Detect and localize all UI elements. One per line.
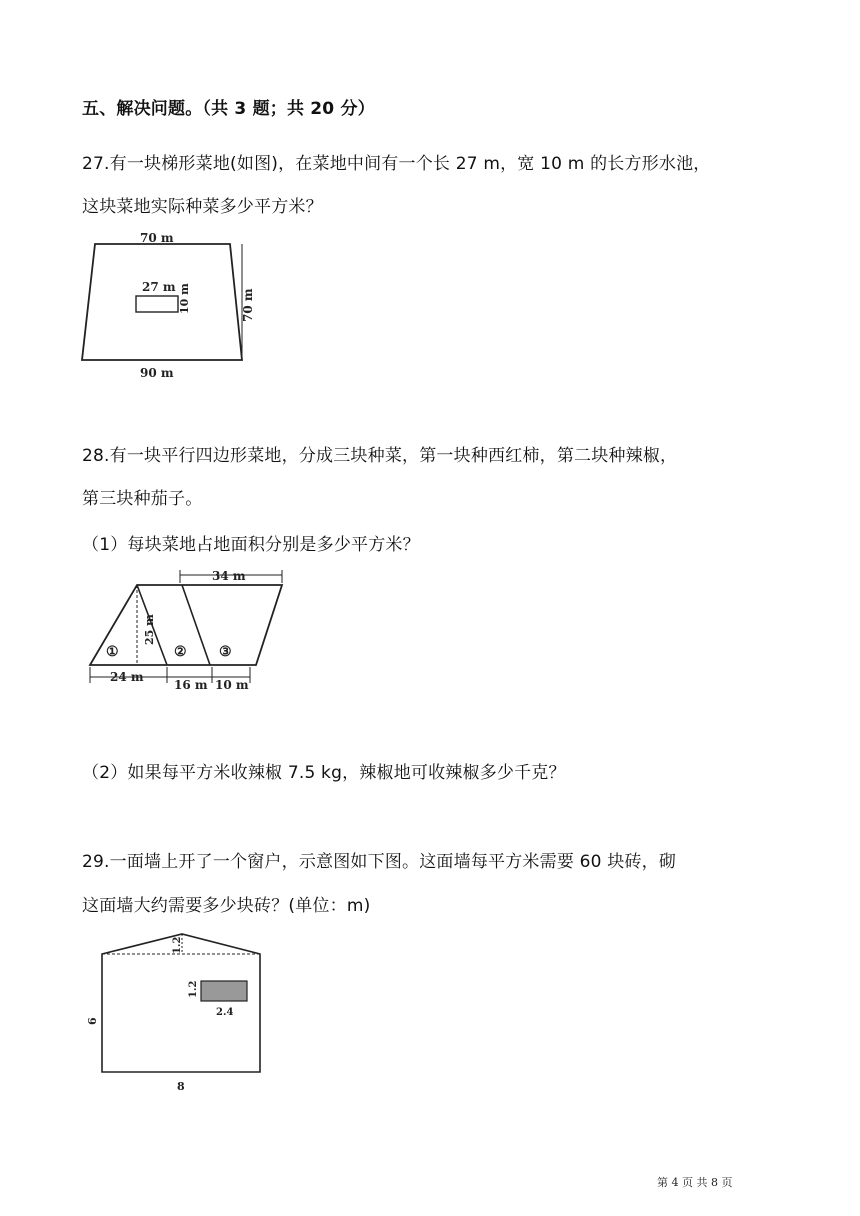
q27-text-line1: 27.有一块梯形菜地(如图)，在菜地中间有一个长 27 m，宽 10 m 的长方形水池， [82, 154, 711, 174]
trapezoid-top-label: 70 m [140, 231, 174, 245]
q29-text-line1: 29.一面墙上开了一个窗户，示意图如下图。这面墙每平方米需要 60 块砖，砌 [82, 852, 677, 872]
pool-width-label: 10 m [178, 283, 191, 314]
parallelogram-top-label: 34 m [212, 569, 246, 583]
q28-text-line1: 28.有一块平行四边形菜地，分成三块种菜，第一块种西红柿，第二块种辣椒， [82, 446, 678, 466]
q28-part1: （1）每块菜地占地面积分别是多少平方米？ [82, 535, 420, 555]
trapezoid-figure [80, 230, 255, 385]
wall-width-label: 8 [177, 1080, 185, 1093]
wall-figure [80, 928, 280, 1098]
region-3-label: ③ [219, 644, 232, 660]
window-width-label: 2.4 [216, 1007, 234, 1018]
q28-part2: （2）如果每平方米收辣椒 7.5 kg，辣椒地可收辣椒多少千克？ [82, 763, 566, 783]
q27-text-line2: 这块菜地实际种菜多少平方米？ [82, 197, 323, 217]
region-1-label: ① [106, 644, 119, 660]
wall-height-label: 6 [86, 1017, 99, 1025]
q28-text-line2: 第三块种茄子。 [82, 489, 203, 509]
page-footer: 第 4 页 共 8 页 [657, 1176, 733, 1189]
region-2-label: ② [174, 644, 187, 660]
window-height-label: 1.2 [188, 980, 199, 998]
base-3-label: 10 m [215, 678, 249, 692]
q29-text-line2: 这面墙大约需要多少块砖？(单位：m) [82, 896, 371, 916]
section-title: 五、解决问题。（共 3 题；共 20 分） [82, 99, 375, 119]
base-2-label: 16 m [174, 678, 208, 692]
parallelogram-figure [82, 567, 292, 697]
trapezoid-bottom-label: 90 m [140, 366, 174, 380]
gable-height-label: 1.2 [172, 936, 183, 954]
base-1-label: 24 m [110, 670, 144, 684]
pool-length-label: 27 m [142, 280, 176, 294]
parallelogram-height-label: 25 m [143, 614, 156, 645]
trapezoid-height-label: 70 m [241, 288, 255, 322]
